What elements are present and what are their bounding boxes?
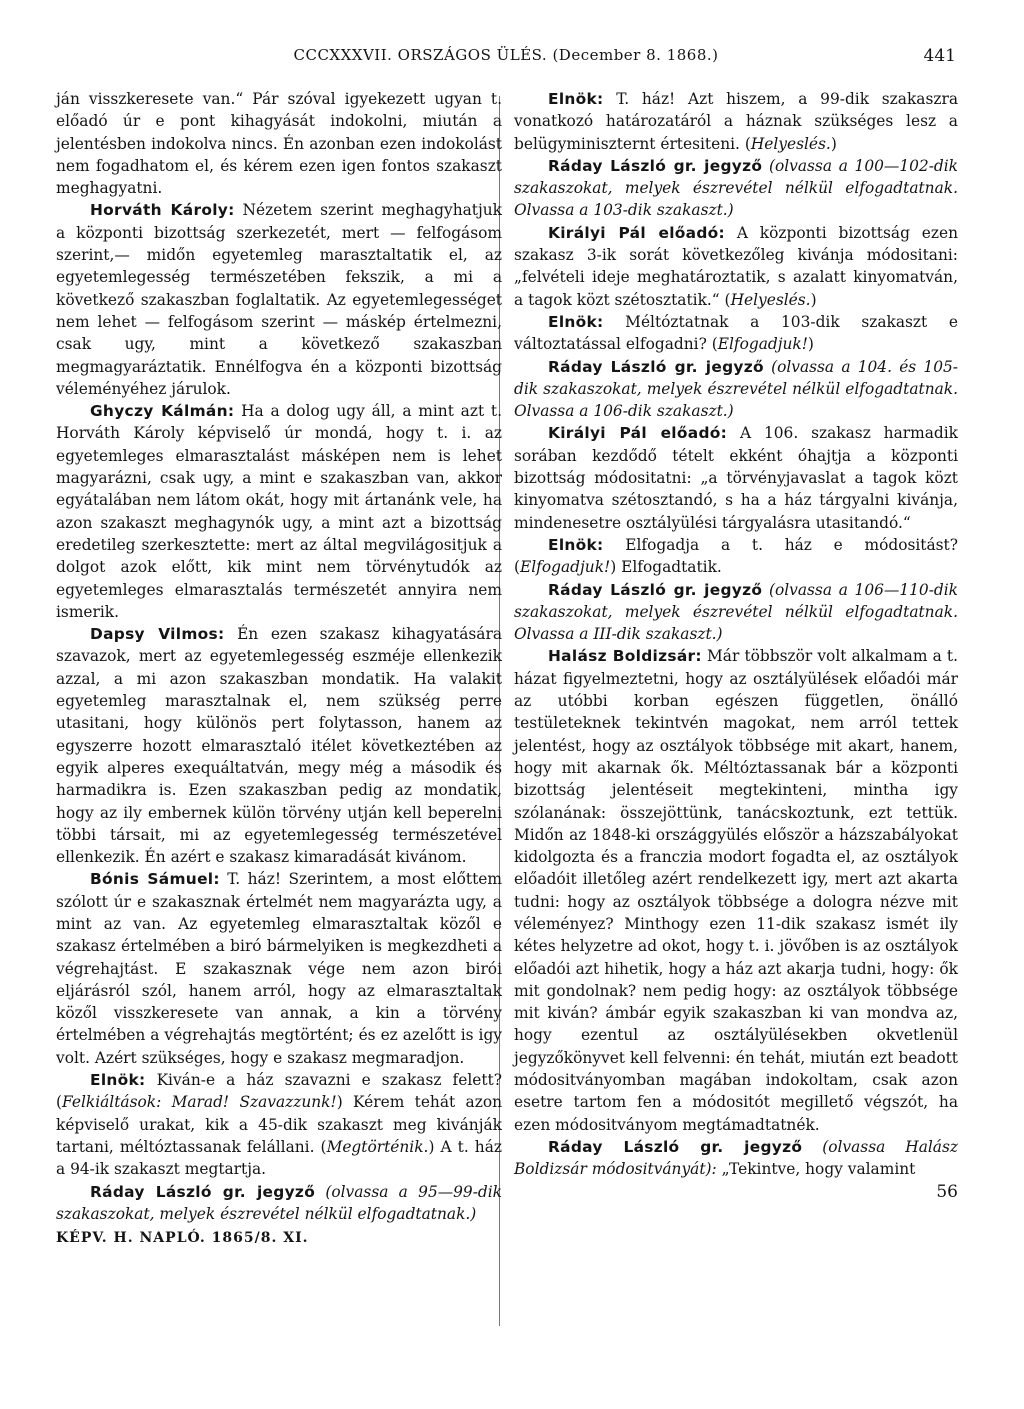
- speech-text: ): [810, 290, 817, 309]
- paragraph: [514, 311, 958, 356]
- paragraph: [514, 356, 958, 423]
- speaker-name: Ráday László gr. jegyző: [90, 1182, 316, 1201]
- speech-text: Már többször volt alkalmam a t. házat figyelmeztetni, hogy az osztályülések előadói már az utóbbi korban egészen független, önálló testületeknek tekintvén magokat, nem arról tettek jelentést, hogy az osztályok többsége mit akart, hanem, hogy mit akarnak ők. Méltóztassanak bár a központi bizottság jelentéseit megtekinteni, mintha igy szólanának: összejöttünk, tanácskoztunk, ezt tettük. Midőn az 1848-ki országgyülés először a házszabályokat kidolgozta és a franczia modort fogadta el, az osztályok előadóit illetőleg azért rendelkezett igy, mert azt akarta tudni: hogy az osztályok többsége a dologra nézve mit véleményez? Minthogy ezen 11-dik szakasz ismét ily kétes helyzetre ad okot, hogy t. i. jövőben is az osztályok előadói azt hihetik, hogy a ház azt akarja tudni, hogy: ők mit gondolnak? nem pedig hogy: az osztályok többsége mit kiván? ámbár egyik szakaszban ki van mondva az, hogy ezentul az osztályülésekben okvetlenül jegyzőkönyvet kell felvenni: én tehát, miután ezt beadott módositványomban magában indokoltam, csak azon esetre tartom fen a módositót megillető végszót, ha ezen módositványom megtámadtatnék.: [514, 647, 958, 1134]
- paragraph: [56, 623, 502, 868]
- paragraph: [514, 88, 958, 155]
- stage-note: (olvassa a 106—110-dik szakaszokat, melyek észrevétel nélkül elfogadtatnak. Olvassa a III-dik szakaszt.): [514, 580, 958, 644]
- speech-text: ) Kérem tehát azon képviselő urakat, kik a 45-dik szakaszt meg kivánják tartani, méltóztassanak felállani. (: [56, 1093, 502, 1156]
- interjection: Elfogadjuk!: [717, 335, 808, 354]
- stage-note: (olvassa a 95—99-dik szakaszokat, melyek észrevétel nélkül elfogadtatnak.): [56, 1182, 503, 1223]
- speaker-name: Királyi Pál előadó:: [548, 223, 726, 242]
- speech-text: Ha a dolog ugy áll, a mint azt t. Horváth Károly képviselő úr mondá, hogy t. i. az egyetemleges elmarasztalást másképen nem is lehet magyarázni, csak ugy, a mint e szakaszban van, akkor egyátalában nem látom okát, hogy mit ártanánk vele, ha azon szakaszt meghagynók ugy, a mint azt a bizottság eredetileg szerkesztette: mert az által megvilágositjuk a dolgot azok előtt, kik mint nem törvénytudók az egyetemleges elmarasztalás természetét annyira nem ismerik.: [56, 402, 502, 621]
- speech-text: Én ezen szakasz kihagyatására szavazok, mert az egyetemlegesség eszméje ellenkezik azzal, a mi azon szakaszban mondatik. Ha valakit egyetemleg marasztalnak el, nem szükség perre utasitani, hogy különös pert folytasson, hanem az egyszerre hozott elmarasztaló itélet következtében az egyik alperes exequáltatván, megy még a második és harmadikra is. Ezen szakaszban pedig az mondatik, hogy az ily embernek külön törvény utján kell beperelni többi társait, mi az egyetemlegesség természetével ellenkezik. Én azért e szakasz kimaradását kivánom.: [56, 625, 503, 867]
- speech-text: A központi bizottság ezen szakasz 3-ik sorát következőleg kivánja módositani: „felvételi ideje meghatároztatik, s azalatt kinyomatván, a tagok közt szétosztatik.“ (: [514, 223, 958, 309]
- interjection: Elfogadjuk!: [520, 558, 611, 577]
- speech-text: T. ház! Azt hiszem, a 99-dik szakaszra vonatkozó határozatáról a háznak szükséges lesz a belügyminiszternt értesiteni. (: [514, 90, 958, 153]
- paragraph: [56, 1181, 502, 1226]
- speaker-name: Ráday László gr. jegyző: [548, 156, 763, 175]
- speaker-name: Elnök:: [548, 312, 604, 331]
- interjection: Felkiáltások: Marad! Szavazzunk!: [62, 1093, 337, 1112]
- speaker-name: Horváth Károly:: [90, 201, 235, 220]
- speaker-name: Halász Boldizsár:: [548, 647, 702, 666]
- speaker-name: Bónis Sámuel:: [90, 870, 220, 889]
- sheet-number: 56: [936, 1181, 958, 1202]
- paragraph: [56, 1069, 502, 1180]
- speech-text: Kiván-e a ház szavazni e szakasz felett? (: [56, 1071, 502, 1112]
- paragraph: [56, 400, 502, 623]
- speech-text: ) Elfogadtatik.: [610, 558, 722, 577]
- speaker-name: Ghyczy Kálmán:: [90, 402, 235, 421]
- paragraph: [514, 534, 958, 579]
- stage-note: Megtörténik.: [326, 1137, 429, 1156]
- paragraph: [514, 155, 958, 222]
- speech-text: ): [807, 335, 814, 354]
- speaker-name: Elnök:: [548, 535, 604, 554]
- speech-text: T. ház! Szerintem, a most előttem szólott úr e szakasznak értelmét nem magyarázta ugy, a mint az van. Az egyetemleg elmarasztaltak közől e szakasz értelmében a biró bármelyiken is megkezdheti a végrehajtást. E szakasznak vége nem azon birói eljárásról szól, hanem arról, hogy az elmarasztaltak közől visszkeresete van annak, a kin a törvény értelmében a végrehajtás megtörtént; és ez azelőtt is igy volt. Azért szükséges, hogy e szakasz megmaradjon.: [56, 870, 502, 1067]
- paragraph: ján visszkeresete van.“ Pár szóval igyekezett ugyan t. előadó úr e pont kihagyását indokolni, miután a jelentésben indokolva nincs. Én azonban ezen indokolást nem fogadhatom el, és kérem ezen igen fontos szakaszt meghagyatni.: [56, 90, 502, 198]
- interjection: Helyeslés.: [730, 290, 811, 309]
- speech-text: Elfogadja a t. ház e módositást? (: [514, 535, 958, 577]
- session-title: CCCXXXVII. ORSZÁGOS ÜLÉS. (December 8. 1868.): [293, 46, 719, 64]
- speaker-name: Ráday László gr. jegyző: [548, 580, 763, 599]
- speaker-name: Elnök:: [90, 1071, 146, 1090]
- stage-note: (olvassa a 104. és 105-dik szakaszokat, melyek észrevétel nélkül elfogadtatnak. Olvassa a 106-dik szakaszt.): [514, 357, 958, 421]
- speaker-name: Elnök:: [548, 90, 604, 108]
- speaker-name: Dapsy Vilmos:: [90, 625, 225, 644]
- speech-text: „Tekintve, hogy valamint: [716, 1160, 916, 1179]
- left-column: [56, 88, 502, 1249]
- speaker-name: Ráday László gr. jegyző: [548, 357, 764, 376]
- page-number: 441: [923, 46, 956, 66]
- speech-text: A 106. szakasz harmadik sorában kezdődő tételt ekként óhajtja a központi bizottság módositatni: „a törvényjavaslat a tagok közt kinyomatva szétosztandó, s ha a ház tárgyalni kivánja, mindenesetre osztályülési tárgyalásra utasitandó.“: [514, 424, 958, 532]
- page-header: [56, 46, 956, 72]
- stage-note: (olvassa a 100—102-dik szakaszokat, melyek észrevétel nélkül elfogadtatnak. Olvassa a 103-dik szakaszt.): [514, 156, 958, 220]
- interjection: Helyeslés.: [750, 134, 831, 153]
- paragraph: [514, 645, 958, 1136]
- speech-text: Nézetem szerint meghagyhatjuk a központi bizottság szerkezetét, mert — felfogásom szerint,— midőn egyetemleg marasztaltatik el, az egyetemlegesség természetében fekszik, a mi a következő szakaszban foglaltatik. Az egyetemlegességet nem lehet — felfogásom szerint — máskép értelmezni, csak ugy, mint a következő szakaszban megmagyaráztatik. Ennélfogva én a központi bizottság véleményéhez járulok.: [56, 201, 502, 398]
- paragraph: [514, 422, 958, 533]
- paragraph: [56, 199, 502, 400]
- speaker-name: Királyi Pál előadó:: [548, 424, 728, 443]
- paragraph: [514, 1136, 958, 1181]
- paragraph: [56, 868, 502, 1069]
- speech-text: Méltóztatnak a 103-dik szakaszt e változtatással elfogadni? (: [514, 312, 958, 354]
- speaker-name: Ráday László gr. jegyző: [548, 1137, 803, 1156]
- paragraph: [514, 579, 958, 646]
- paragraph: [514, 222, 958, 311]
- signature-mark: KÉPV. H. NAPLÓ. 1865/8. XI.: [56, 1230, 309, 1247]
- stage-note: (olvassa Halász Boldizsár módositványát):: [514, 1137, 958, 1179]
- speech-text: ) A t. ház a 94-ik szakaszt megtartja.: [56, 1137, 502, 1179]
- right-column: [514, 88, 958, 1203]
- signature-line: [56, 1227, 502, 1249]
- speech-text: ): [830, 134, 837, 153]
